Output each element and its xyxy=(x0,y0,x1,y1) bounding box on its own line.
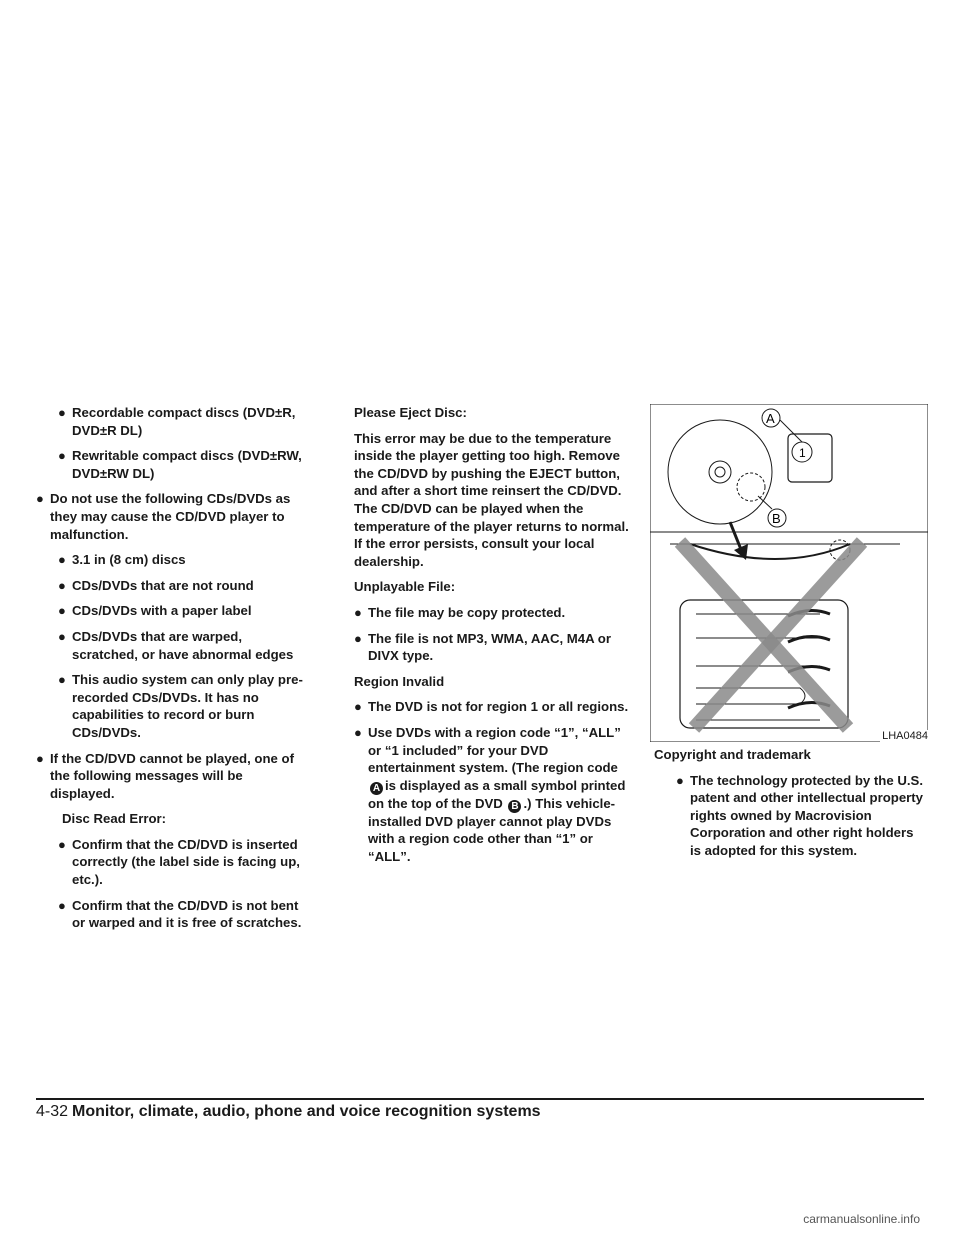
copyright-heading: Copyright and trademark xyxy=(654,747,811,762)
page-number: 4-32 xyxy=(36,1103,69,1120)
list-item: ● CDs/DVDs with a paper label xyxy=(58,603,252,619)
page-footer xyxy=(36,1103,541,1121)
column-2 xyxy=(354,404,630,873)
dvd-region-figure xyxy=(650,404,928,742)
eject-heading: Please Eject Disc: xyxy=(354,405,467,420)
unplayable-heading: Unplayable File: xyxy=(354,579,456,595)
region-digit: 1 xyxy=(799,446,806,460)
column-3 xyxy=(654,746,928,868)
list-item: ● The technology protected by the U.S. patent and other intellectual property rights owned by Macrovision Corporation and other right holders is adopted for this system. xyxy=(676,772,924,858)
list-item: ● 3.1 in (8 cm) discs xyxy=(58,552,186,568)
list-item: ● Do not use the following CDs/DVDs as they may cause the CD/DVD player to malfunction. xyxy=(36,491,291,542)
list-item: ● The file may be copy protected. xyxy=(354,604,566,620)
watermark: carmanualsonline.info xyxy=(803,1212,920,1226)
list-item: ● The file is not MP3, WMA, AAC, M4A or DIVX type. xyxy=(354,630,611,664)
callout-b-badge: B xyxy=(508,800,521,813)
figure-label: LHA0484 xyxy=(882,730,928,742)
list-item: ● Recordable compact discs (DVD±R, DVD±R DL) xyxy=(58,405,296,438)
column-1 xyxy=(36,404,308,940)
list-item: ● This audio system can only play pre-recorded CDs/DVDs. It has no capabilities to record or burn CDs/DVDs. xyxy=(58,672,303,740)
list-item: ● Use DVDs with a region code “1”, “ALL” or “1 included” for your DVD entertainment system. (The region code A is displayed as a small symbol printed on the top of the DVD B .) This vehicle-installed DVD player cannot play DVDs with a region code other than “1” or “ALL”. xyxy=(354,724,626,864)
list-item: ● The DVD is not for region 1 or all regions. xyxy=(354,699,629,715)
callout-b: B xyxy=(772,511,781,526)
list-item: ● CDs/DVDs that are warped, scratched, or have abnormal edges xyxy=(58,628,294,662)
list-item: ● CDs/DVDs that are not round xyxy=(58,577,254,593)
list-item: ● Confirm that the CD/DVD is inserted correctly (the label side is facing up, etc.). xyxy=(58,836,300,888)
section-title: Monitor, climate, audio, phone and voice recognition systems xyxy=(72,1103,541,1120)
region-heading: Region Invalid xyxy=(354,673,445,689)
list-item: ● Confirm that the CD/DVD is not bent or warped and it is free of scratches. xyxy=(58,897,302,931)
dvd-region-illustration xyxy=(650,404,928,742)
footer-rule xyxy=(36,1098,924,1100)
list-item: ● If the CD/DVD cannot be played, one of the following messages will be displayed. xyxy=(36,750,294,801)
disc-read-heading: Disc Read Error: xyxy=(62,811,167,827)
eject-paragraph: This error may be due to the temperature inside the player getting too high. Remove the CD/DVD by pushing the EJECT button, and after a short time reinsert the CD/DVD. The CD/DVD can be played when the temperature of the player returns to normal. If the error persists, consult your local dealership. xyxy=(354,430,629,569)
callout-a: A xyxy=(766,411,775,426)
list-item: ● Rewritable compact discs (DVD±RW, DVD±RW DL) xyxy=(58,448,302,481)
callout-a-badge: A xyxy=(370,782,383,795)
